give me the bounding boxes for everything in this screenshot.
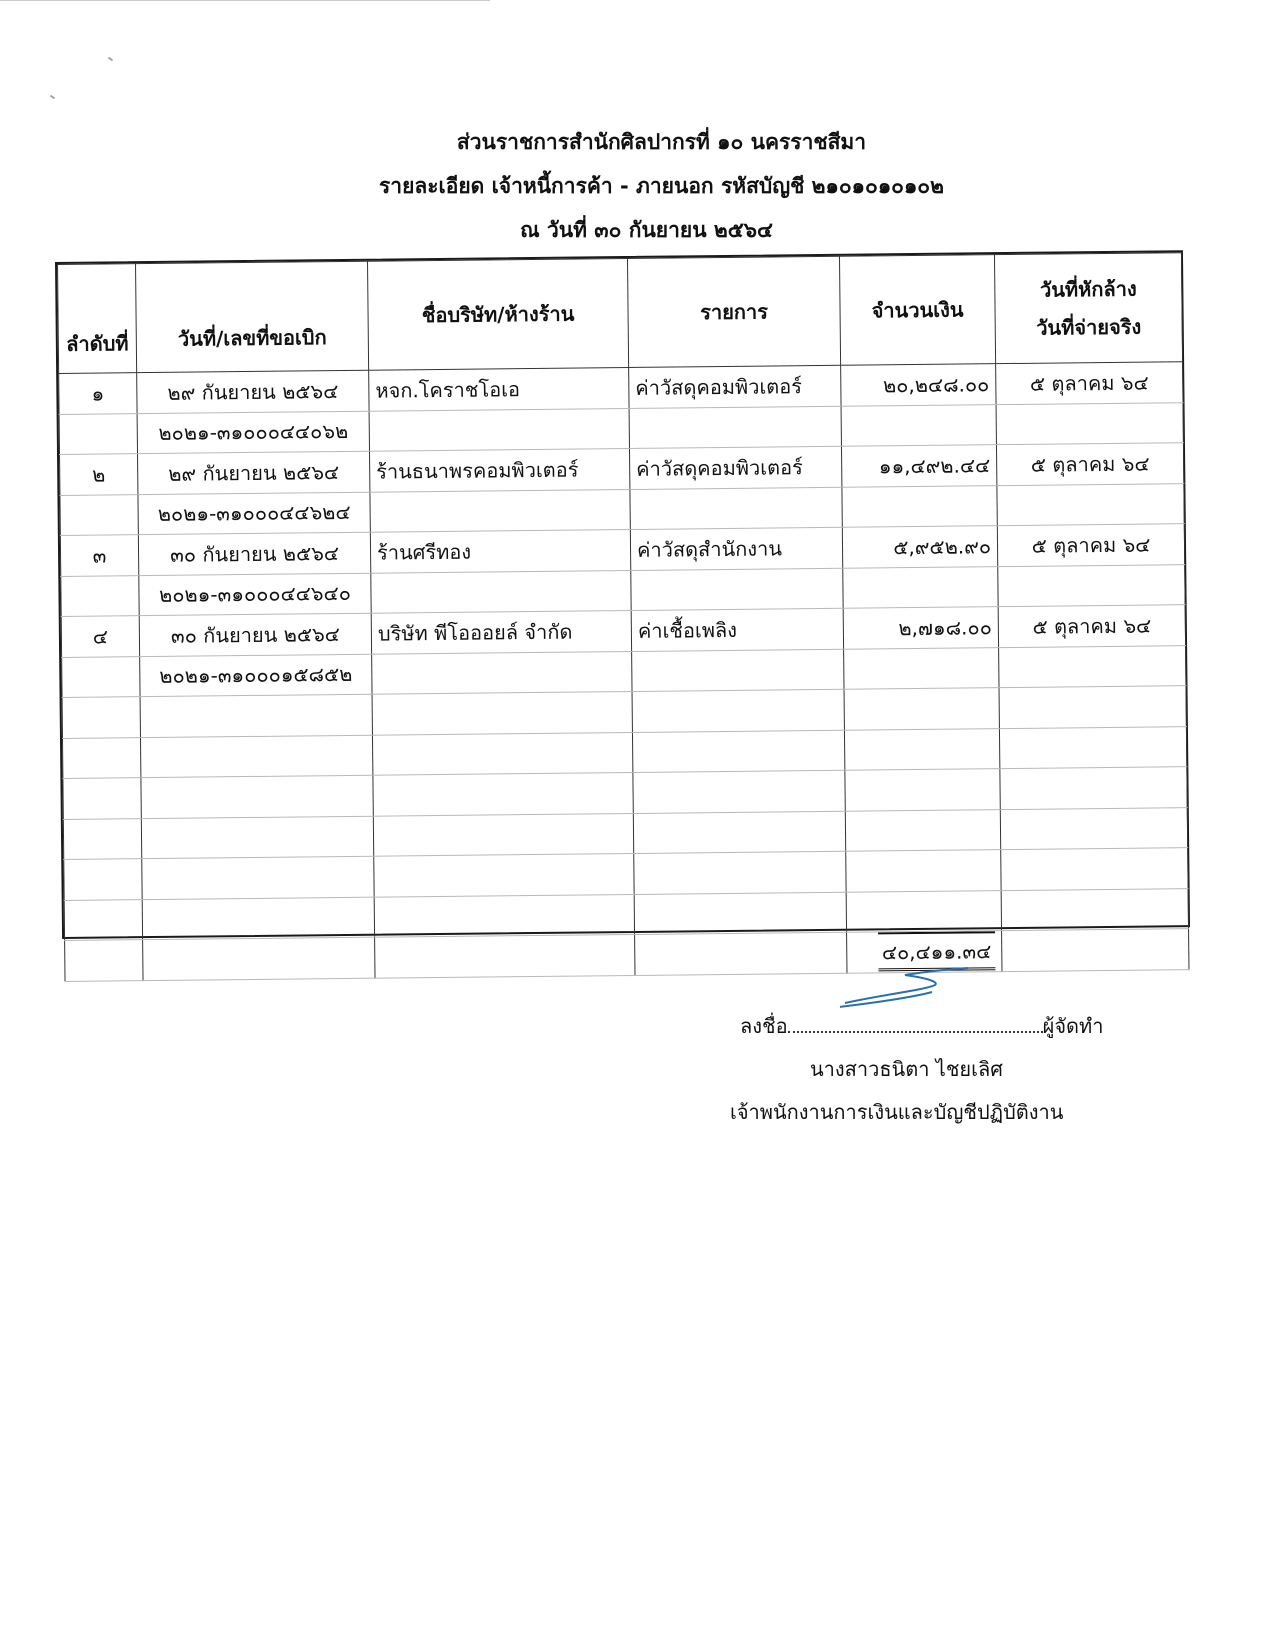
row-pay-date: ๕ ตุลาคม ๖๔ bbox=[996, 443, 1183, 485]
col-header-vendor: ชื่อบริษัท/ห้างร้าน bbox=[368, 259, 629, 371]
row-amount: ๕,๙๕๒.๙๐ bbox=[842, 526, 997, 568]
col-header-no: ลำดับที่ bbox=[58, 264, 137, 374]
row-doc-number: ๒๐๒๑-๓๑๐๐๐๔๔๐๖๒ bbox=[137, 411, 369, 454]
signer-name: นางสาวธนิตา ไชยเลิศ bbox=[810, 1057, 1003, 1081]
col-header-clear-date: วันที่หักล้าง วันที่จ่ายจริง bbox=[994, 253, 1182, 364]
signer-position: เจ้าพนักงานการเงินและบัญชีปฏิบัติงาน bbox=[730, 1100, 1064, 1124]
header-date: ณ วันที่ ๓๐ กันยายน ๒๕๖๔ bbox=[520, 218, 773, 242]
row-item: ค่าวัสดุคอมพิวเตอร์ bbox=[629, 446, 841, 489]
row-no: ๔ bbox=[61, 616, 139, 657]
row-date: ๓๐ กันยายน ๒๕๖๔ bbox=[138, 532, 370, 575]
sign-role: ผู้จัดทำ bbox=[1042, 1014, 1104, 1038]
col-header-amount: จำนวนเงิน bbox=[839, 255, 995, 366]
row-amount: ๒๐,๒๔๘.๐๐ bbox=[841, 364, 996, 406]
row-pay-date: ๕ ตุลาคม ๖๔ bbox=[997, 524, 1184, 566]
row-amount: ๑๑,๔๙๒.๔๔ bbox=[841, 445, 996, 487]
signature-block bbox=[730, 1005, 1104, 1134]
sign-label: ลงชื่อ bbox=[740, 1014, 788, 1038]
row-pay-date: ๕ ตุลาคม ๖๔ bbox=[998, 605, 1185, 647]
document-header bbox=[0, 120, 1263, 252]
scan-speck bbox=[50, 95, 55, 100]
row-no: ๒ bbox=[60, 454, 138, 495]
row-vendor: ร้านศรีทอง bbox=[370, 529, 630, 572]
row-doc-number: ๒๐๒๑-๓๑๐๐๐๔๔๖๒๔ bbox=[138, 492, 370, 535]
col-header-date: วันที่/เลขที่ขอเบิก bbox=[136, 261, 369, 372]
scan-speck bbox=[108, 57, 113, 62]
header-account: รายละเอียด เจ้าหนี้การค้า - ภายนอก รหัสบัญชี ๒๑๐๑๐๑๐๑๐๒ bbox=[379, 174, 944, 198]
row-no: ๓ bbox=[60, 535, 138, 576]
row-item: ค่าวัสดุสำนักงาน bbox=[630, 527, 842, 570]
row-date: ๒๙ กันยายน ๒๕๖๔ bbox=[137, 370, 369, 413]
row-no: ๑ bbox=[59, 373, 137, 414]
row-vendor: บริษัท พีโอออยล์ จำกัด bbox=[371, 610, 631, 653]
scan-edge-line bbox=[0, 0, 490, 1]
ledger-table bbox=[55, 250, 1190, 965]
row-amount: ๒,๗๑๘.๐๐ bbox=[843, 607, 998, 649]
header-agency: ส่วนราชการสำนักศิลปากรที่ ๑๐ นครราชสีมา bbox=[456, 130, 867, 154]
row-pay-date: ๕ ตุลาคม ๖๔ bbox=[996, 362, 1183, 404]
table-header-row bbox=[58, 253, 1183, 374]
signature-dots bbox=[788, 1011, 1043, 1033]
row-doc-number: ๒๐๒๑-๓๑๐๐๐๔๔๖๔๐ bbox=[139, 573, 371, 616]
row-vendor: หจก.โคราชโอเอ bbox=[369, 367, 629, 410]
row-item: ค่าเชื้อเพลิง bbox=[631, 608, 843, 651]
row-date: ๓๐ กันยายน ๒๕๖๔ bbox=[139, 613, 371, 656]
total-amount: ๔๐,๔๑๑.๓๔ bbox=[878, 931, 996, 971]
col-header-item: รายการ bbox=[627, 256, 840, 367]
row-item: ค่าวัสดุคอมพิวเตอร์ bbox=[629, 365, 841, 408]
row-vendor: ร้านธนาพรคอมพิวเตอร์ bbox=[369, 448, 629, 491]
row-date: ๒๙ กันยายน ๒๕๖๔ bbox=[138, 451, 370, 494]
row-doc-number: ๒๐๒๑-๓๑๐๐๐๑๕๘๕๒ bbox=[140, 654, 372, 697]
signature-line bbox=[740, 1005, 1103, 1048]
